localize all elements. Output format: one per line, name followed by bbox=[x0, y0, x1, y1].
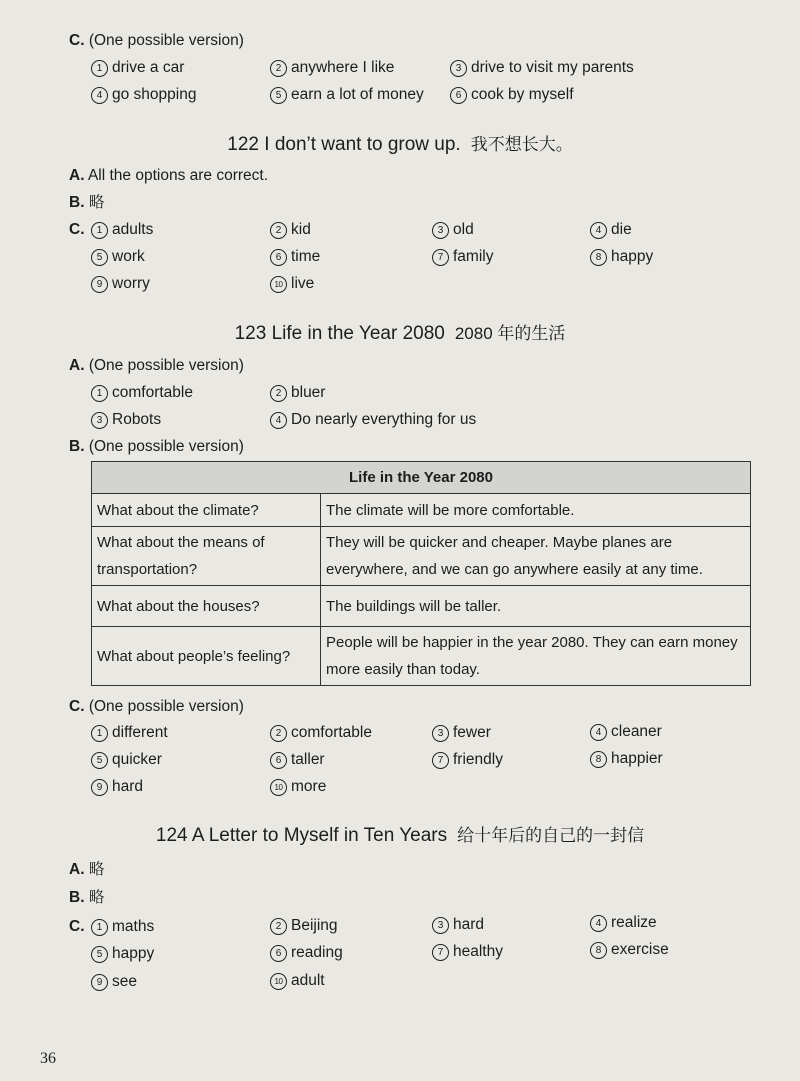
option bbox=[432, 247, 493, 267]
circled-number: 3 bbox=[432, 222, 449, 239]
question-cell: What about the means of transportation? bbox=[92, 527, 321, 586]
answer-cell: The climate will be more comfortable. bbox=[321, 494, 751, 527]
option-text: happy bbox=[611, 248, 654, 265]
circled-number: 1 bbox=[91, 60, 108, 77]
label: B. bbox=[69, 889, 85, 906]
option-text: Robots bbox=[112, 411, 162, 428]
label: A. bbox=[69, 861, 85, 878]
circled-number: 2 bbox=[270, 60, 287, 77]
circled-number: 1 bbox=[91, 725, 108, 742]
life-2080-table bbox=[91, 461, 751, 686]
option bbox=[590, 722, 662, 742]
option bbox=[270, 971, 325, 991]
option bbox=[432, 220, 474, 240]
option-text: live bbox=[291, 275, 315, 292]
option bbox=[91, 917, 154, 937]
table-row bbox=[92, 627, 751, 686]
table-row bbox=[92, 527, 751, 586]
option bbox=[270, 220, 311, 240]
option-text: anywhere I like bbox=[291, 59, 395, 76]
answer-cell: The buildings will be taller. bbox=[321, 586, 751, 627]
circled-number: 5 bbox=[91, 249, 108, 266]
title-cn: 我不想长大。 bbox=[470, 135, 573, 154]
option bbox=[270, 383, 325, 403]
s124-b bbox=[69, 888, 104, 908]
answer-text: 略 bbox=[88, 194, 105, 211]
label: B. bbox=[69, 438, 85, 455]
option bbox=[590, 940, 669, 960]
option-text: maths bbox=[112, 918, 155, 935]
circled-number: 7 bbox=[432, 249, 449, 266]
circled-number: 5 bbox=[270, 87, 287, 104]
circled-number: 4 bbox=[590, 915, 607, 932]
title-cn: 2080 年的生活 bbox=[454, 324, 566, 343]
circled-number: 1 bbox=[91, 919, 108, 936]
option-text: go shopping bbox=[112, 86, 197, 103]
option bbox=[91, 247, 145, 267]
label: A. bbox=[69, 167, 85, 184]
option-text: realize bbox=[611, 914, 657, 931]
circled-number: 10 bbox=[270, 973, 287, 990]
section-123-title bbox=[0, 319, 800, 345]
answer-text: 略 bbox=[88, 889, 105, 906]
circled-number: 10 bbox=[270, 276, 287, 293]
option-text: bluer bbox=[291, 384, 326, 401]
circled-number: 4 bbox=[590, 724, 607, 741]
s124-c-label: C. bbox=[69, 918, 85, 935]
s124-a bbox=[69, 860, 104, 880]
option bbox=[270, 750, 325, 770]
circled-number: 10 bbox=[270, 779, 287, 796]
s122-b bbox=[69, 193, 104, 213]
title-cn: 给十年后的自己的一封信 bbox=[457, 826, 645, 845]
option bbox=[91, 777, 143, 797]
s121-c-heading bbox=[69, 31, 244, 51]
option-text: more bbox=[291, 778, 327, 795]
option-text: old bbox=[453, 221, 474, 238]
option-text: drive to visit my parents bbox=[471, 59, 634, 76]
s123-a-heading bbox=[69, 356, 244, 376]
option-text: exercise bbox=[611, 941, 669, 958]
page-number: 36 bbox=[40, 1050, 56, 1067]
option-text: see bbox=[112, 973, 137, 990]
s122-a bbox=[69, 166, 268, 186]
table-row bbox=[92, 494, 751, 527]
option-text: drive a car bbox=[112, 59, 185, 76]
question-cell: What about people’s feeling? bbox=[92, 627, 321, 686]
option bbox=[91, 410, 161, 430]
option-text: cook by myself bbox=[471, 86, 574, 103]
circled-number: 1 bbox=[91, 385, 108, 402]
option bbox=[270, 943, 343, 963]
option-text: hard bbox=[112, 778, 144, 795]
circled-number: 6 bbox=[270, 249, 287, 266]
circled-number: 3 bbox=[91, 412, 108, 429]
option-text: kid bbox=[291, 221, 311, 238]
option-text: earn a lot of money bbox=[291, 86, 424, 103]
answer-cell: They will be quicker and cheaper. Maybe planes are everywhere, and we can go anywhere easily at any time. bbox=[321, 527, 751, 586]
circled-number: 3 bbox=[450, 60, 467, 77]
circled-number: 9 bbox=[91, 974, 108, 991]
table-header-row bbox=[92, 462, 751, 494]
intro: (One possible version) bbox=[88, 438, 244, 455]
option-text: taller bbox=[291, 751, 325, 768]
circled-number: 1 bbox=[91, 222, 108, 239]
intro: (One possible version) bbox=[88, 698, 244, 715]
option-text: cleaner bbox=[611, 723, 662, 740]
title-en: 124 A Letter to Myself in Ten Years bbox=[155, 825, 448, 846]
option-text: family bbox=[453, 248, 494, 265]
option bbox=[432, 750, 503, 770]
option-text: Do nearly everything for us bbox=[291, 411, 477, 428]
option bbox=[91, 220, 153, 240]
circled-number: 4 bbox=[91, 87, 108, 104]
option bbox=[450, 85, 574, 105]
option bbox=[432, 723, 491, 743]
circled-number: 2 bbox=[270, 725, 287, 742]
option-text: happier bbox=[611, 750, 663, 767]
option bbox=[450, 58, 634, 78]
circled-number: 5 bbox=[91, 946, 108, 963]
label: B. bbox=[69, 194, 85, 211]
option bbox=[91, 274, 150, 294]
option bbox=[270, 274, 314, 294]
option-text: different bbox=[112, 724, 168, 741]
answer-text: 略 bbox=[88, 861, 105, 878]
s122-c-label: C. bbox=[69, 221, 85, 238]
circled-number: 3 bbox=[432, 917, 449, 934]
circled-number: 6 bbox=[270, 752, 287, 769]
label: C. bbox=[69, 698, 85, 715]
option-text: Beijing bbox=[291, 917, 338, 934]
option bbox=[91, 944, 154, 964]
option-text: fewer bbox=[453, 724, 491, 741]
circled-number: 9 bbox=[91, 276, 108, 293]
section-122-title bbox=[0, 130, 800, 156]
circled-number: 5 bbox=[91, 752, 108, 769]
answer-cell: People will be happier in the year 2080. They can earn money more easily than today. bbox=[321, 627, 751, 686]
option-text: happy bbox=[112, 945, 155, 962]
circled-number: 2 bbox=[270, 385, 287, 402]
option-text: reading bbox=[291, 944, 343, 961]
question-cell: What about the houses? bbox=[92, 586, 321, 627]
circled-number: 8 bbox=[590, 249, 607, 266]
option bbox=[590, 220, 632, 240]
intro: (One possible version) bbox=[88, 32, 244, 49]
option bbox=[270, 777, 326, 797]
option bbox=[91, 383, 193, 403]
option-text: comfortable bbox=[291, 724, 372, 741]
option bbox=[590, 247, 653, 267]
circled-number: 8 bbox=[590, 751, 607, 768]
option bbox=[270, 410, 476, 430]
circled-number: 4 bbox=[590, 222, 607, 239]
s123-c-heading bbox=[69, 697, 244, 717]
circled-number: 2 bbox=[270, 222, 287, 239]
option-text: friendly bbox=[453, 751, 503, 768]
option-text: quicker bbox=[112, 751, 162, 768]
title-en: 122 I don’t want to grow up. bbox=[227, 134, 461, 155]
option-text: work bbox=[112, 248, 145, 265]
answer-text: All the options are correct. bbox=[87, 167, 269, 184]
option bbox=[432, 942, 503, 962]
option-text: comfortable bbox=[112, 384, 193, 401]
option bbox=[270, 916, 338, 936]
option-text: healthy bbox=[453, 943, 503, 960]
title-en: 123 Life in the Year 2080 bbox=[234, 323, 445, 344]
option-text: worry bbox=[112, 275, 150, 292]
option-text: time bbox=[291, 248, 321, 265]
section-124-title bbox=[0, 821, 800, 847]
option bbox=[91, 750, 162, 770]
label: C. bbox=[69, 32, 85, 49]
option bbox=[91, 85, 196, 105]
circled-number: 6 bbox=[450, 87, 467, 104]
table-header: Life in the Year 2080 bbox=[92, 462, 751, 494]
circled-number: 6 bbox=[270, 945, 287, 962]
option bbox=[432, 915, 484, 935]
circled-number: 3 bbox=[432, 725, 449, 742]
circled-number: 7 bbox=[432, 752, 449, 769]
option bbox=[91, 723, 168, 743]
s123-b-heading bbox=[69, 437, 244, 457]
option-text: adult bbox=[291, 972, 325, 989]
option-text: adults bbox=[112, 221, 154, 238]
circled-number: 9 bbox=[91, 779, 108, 796]
option bbox=[91, 58, 184, 78]
option bbox=[270, 58, 394, 78]
circled-number: 4 bbox=[270, 412, 287, 429]
option bbox=[91, 972, 137, 992]
intro: (One possible version) bbox=[88, 357, 244, 374]
label: A. bbox=[69, 357, 85, 374]
circled-number: 8 bbox=[590, 942, 607, 959]
question-cell: What about the climate? bbox=[92, 494, 321, 527]
option bbox=[270, 85, 424, 105]
option bbox=[270, 247, 320, 267]
table-row bbox=[92, 586, 751, 627]
option bbox=[270, 723, 372, 743]
option bbox=[590, 913, 657, 933]
option bbox=[590, 749, 663, 769]
circled-number: 2 bbox=[270, 918, 287, 935]
circled-number: 7 bbox=[432, 944, 449, 961]
option-text: die bbox=[611, 221, 632, 238]
option-text: hard bbox=[453, 916, 485, 933]
